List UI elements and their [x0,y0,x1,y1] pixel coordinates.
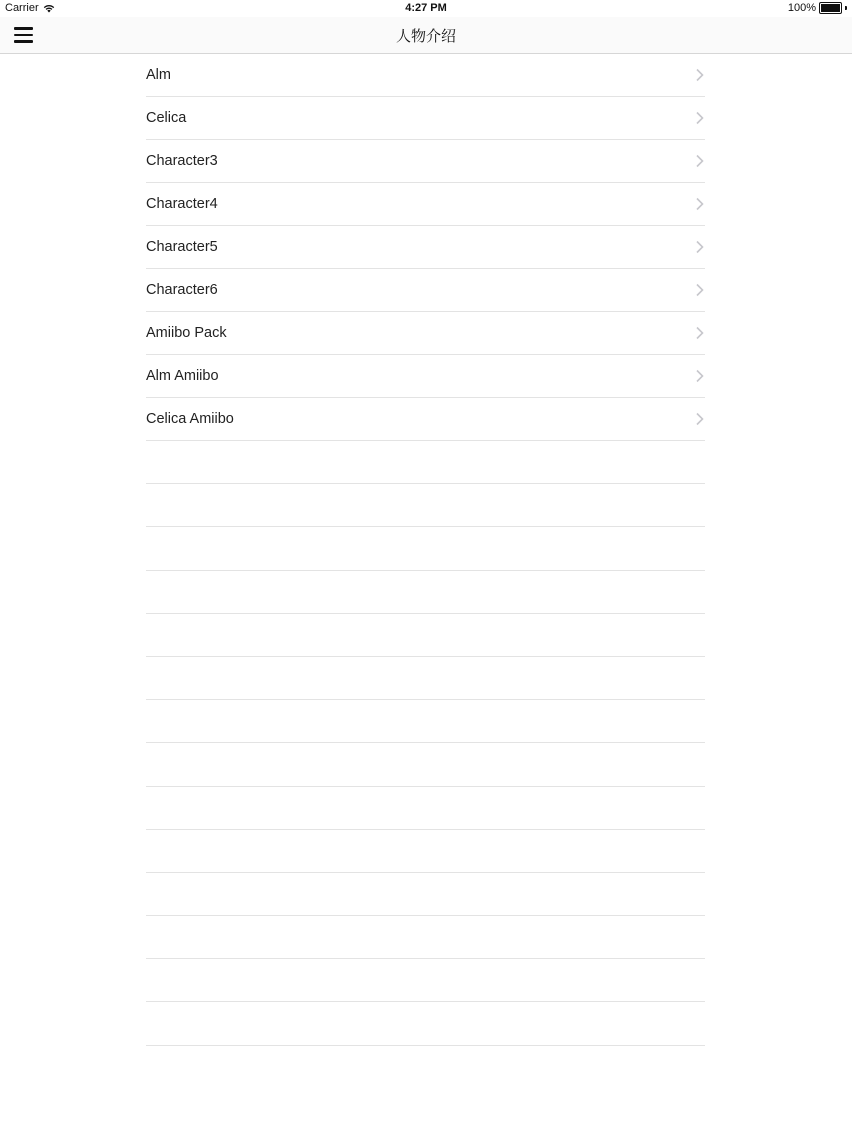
chevron-right-icon [695,154,705,168]
chevron-right-icon [695,240,705,254]
battery-percent: 100% [787,2,816,14]
list-item[interactable] [146,97,705,140]
character-list [146,54,705,1046]
status-bar [0,0,852,17]
list-item[interactable] [146,183,705,226]
page-title: 人物介绍 [395,28,456,45]
battery-tip [845,6,847,10]
status-time: 4:27 PM [405,2,447,14]
list-item[interactable] [146,140,705,183]
status-right [788,2,847,14]
empty-list-row [146,916,705,959]
list-item-label: Character6 [146,282,218,298]
list-item[interactable] [146,398,705,441]
carrier-label: Carrier [5,2,39,14]
list-item-label: Character5 [146,239,218,255]
list-item-label: Character4 [146,196,218,212]
chevron-right-icon [695,369,705,383]
chevron-right-icon [695,283,705,297]
empty-list-row [146,441,705,484]
battery-icon [819,2,842,14]
list-item[interactable] [146,269,705,312]
list-item[interactable] [146,312,705,355]
chevron-right-icon [695,197,705,211]
empty-list-row [146,614,705,657]
empty-list-row [146,873,705,916]
chevron-right-icon [695,326,705,340]
list-item[interactable] [146,355,705,398]
list-item-label: Alm Amiibo [146,368,219,384]
list-item-label: Amiibo Pack [146,325,227,341]
list-item-label: Character3 [146,153,218,169]
empty-list-row [146,787,705,830]
chevron-right-icon [695,68,705,82]
empty-list-row [146,484,705,527]
list-item-label: Celica [146,110,187,126]
chevron-right-icon [695,412,705,426]
chevron-right-icon [695,111,705,125]
empty-list-row [146,527,705,570]
empty-list-row [146,571,705,614]
navigation-bar [0,17,852,54]
empty-list-row [146,657,705,700]
list-item-label: Celica Amiibo [146,411,234,427]
list-item[interactable] [146,54,705,97]
list-item-label: Alm [146,67,171,83]
empty-list-row [146,959,705,1002]
empty-list-row [146,700,705,743]
empty-list-row [146,1002,705,1045]
empty-list-row [146,743,705,786]
list-item[interactable] [146,226,705,269]
empty-list-row [146,830,705,873]
